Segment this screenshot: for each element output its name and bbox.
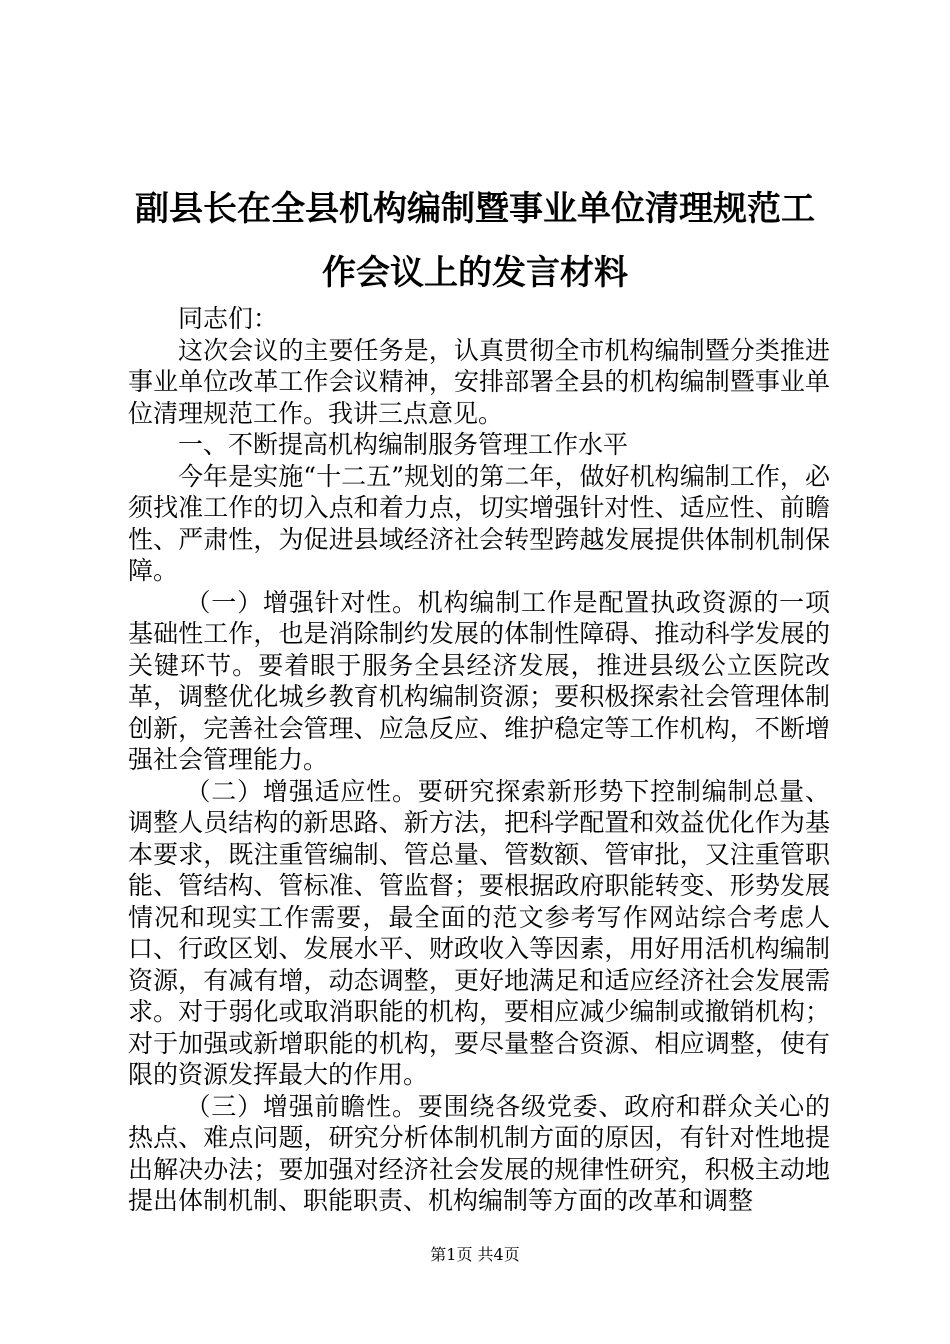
document-title-line-2: 作会议上的发言材料 [322, 253, 628, 293]
document-title-line-1: 副县长在全县机构编制暨事业单位清理规范工 [135, 189, 815, 229]
body-paragraph: 这次会议的主要任务是，认真贯彻全市机构编制暨分类推进事业单位改革工作会议精神，安排部署全县的机构编制暨事业单位清理规范工作。我讲三点意见。 [128, 335, 830, 428]
subsection-paragraph: （三）增强前瞻性。要围绕各级党委、政府和群众关心的热点、难点问题，研究分析体制机制方面的原因，有针对性地提出解决办法；要加强对经济社会发展的规律性研究，积极主动地提出体制机制、职能职责、机构编制等方面的改革和调整 [128, 1091, 830, 1215]
subsection-paragraph: （二）增强适应性。要研究探索新形势下控制编制总量、调整人员结构的新思路、新方法，把科学配置和效益优化作为基本要求，既注重管编制、管总量、管数额、管审批，又注重管职能、管结构、管标准、管监督；要根据政府职能转变、形势发展情况和现实工作需要，最全面的范文参考写作网站综合考虑人口、行政区划、发展水平、财政收入等因素，用好用活机构编制资源，有减有增，动态调整，更好地满足和适应经济社会发展需求。对于弱化或取消职能的机构，要相应减少编制或撤销机构；对于加强或新增职能的机构，要尽量整合资源、相应调整，使有限的资源发挥最大的作用。 [128, 776, 830, 1089]
document-body [128, 303, 830, 1217]
section-heading: 一、不断提高机构编制服务管理工作水平 [178, 430, 629, 459]
page-number-footer: 第1页 共4页 [430, 1245, 520, 1264]
body-paragraph: 今年是实施“十二五”规划的第二年，做好机构编制工作，必须找准工作的切入点和着力点，切实增强针对性、适应性、前瞻性、严肃性，为促进县域经济社会转型跨越发展提供体制机制保障。 [128, 461, 830, 585]
salutation: 同志们： [178, 304, 279, 333]
subsection-paragraph: （一）增强针对性。机构编制工作是配置执政资源的一项基础性工作，也是消除制约发展的体制性障碍、推动科学发展的关键环节。要着眼于服务全县经济发展，推进县级公立医院改革，调整优化城乡教育机构编制资源；要积极探索社会管理体制创新，完善社会管理、应急反应、维护稳定等工作机构，不断增强社会管理能力。 [128, 587, 830, 774]
